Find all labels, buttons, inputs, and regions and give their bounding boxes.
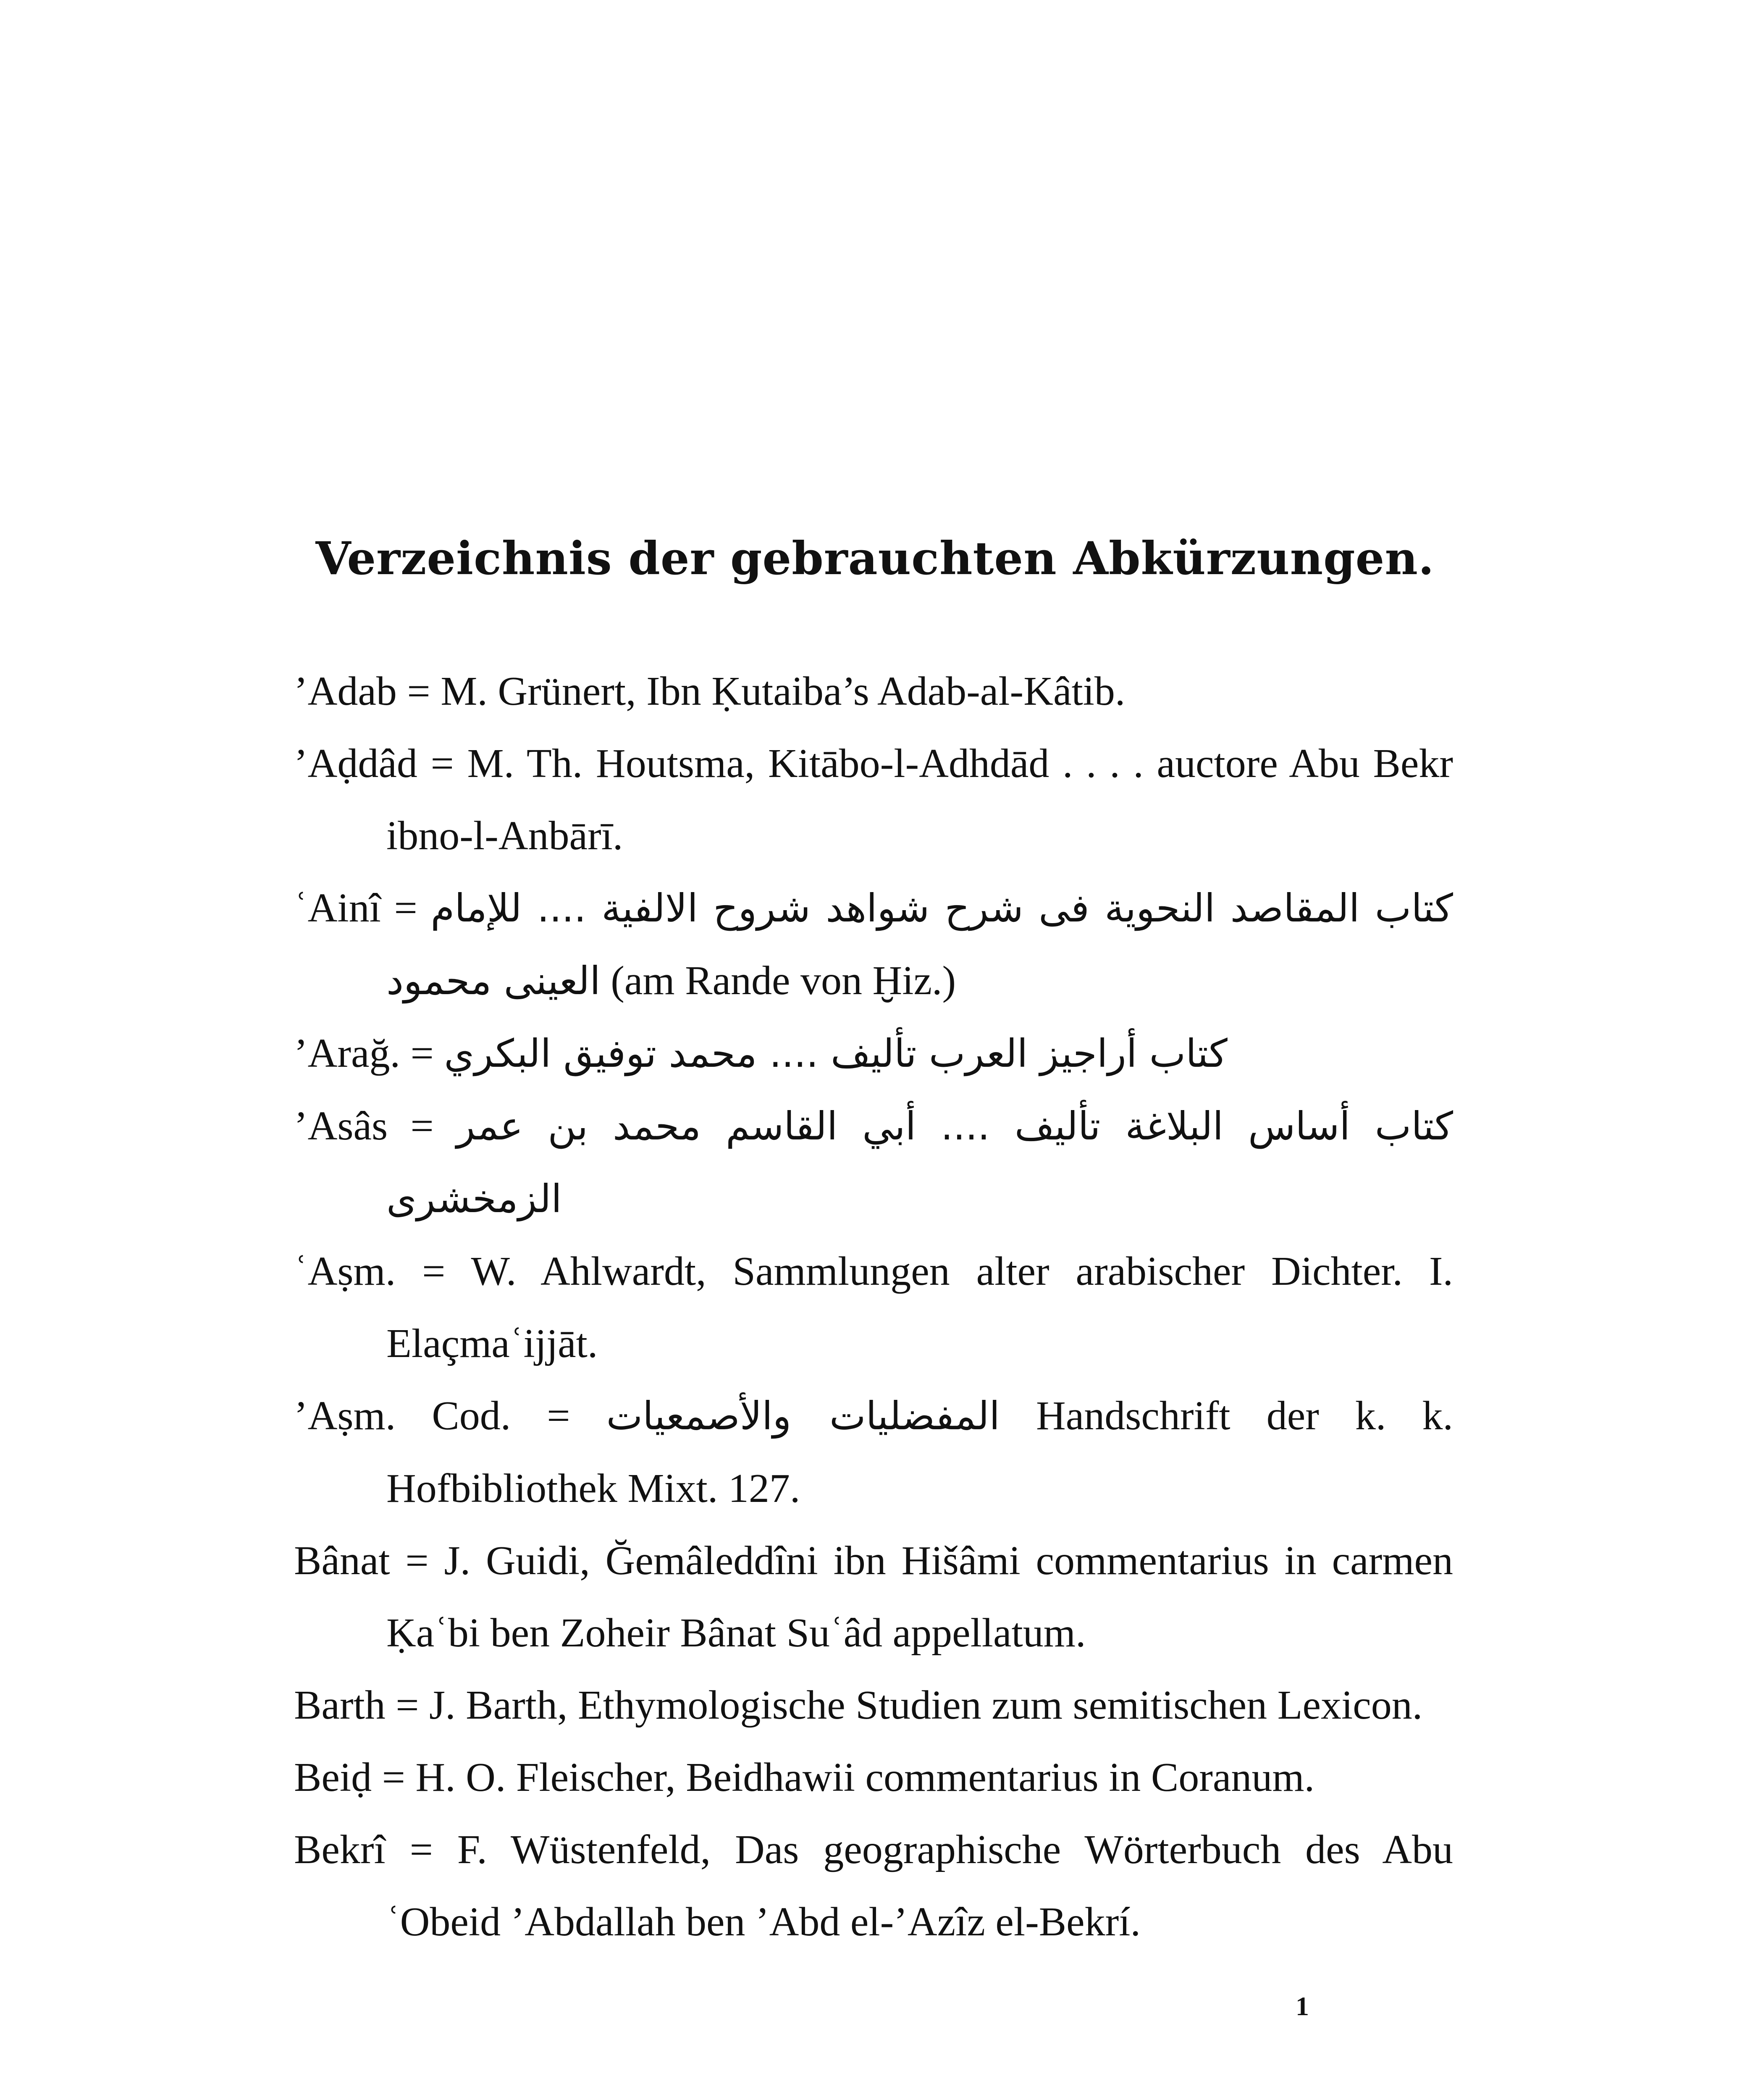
entry-bekri	[294, 1814, 1453, 1958]
entry-abbreviation: Barth	[294, 1683, 386, 1728]
entry-arabic-title: كتاب أراجيز العرب تأليف .... محمد توفيق البكري	[444, 1031, 1228, 1076]
abbreviation-list	[294, 655, 1453, 1958]
entry-text: H. O. Fleischer, Beidhawii commentarius in Coranum.	[415, 1755, 1315, 1800]
entry-separator: =	[385, 1827, 457, 1872]
entry-text: J. Barth, Ethymologische Studien zum semitischen Lexicon.	[429, 1683, 1423, 1728]
entry-text: F. Wüstenfeld, Das geographische Wörterbuch des Abu ʿObeid ’Abdallah ben ’Abd el-’Azîz el-Bekrí.	[386, 1827, 1453, 1945]
entry-abbreviation: Bânat	[294, 1538, 390, 1583]
entry-aini	[294, 872, 1453, 1017]
entry-separator: =	[511, 1393, 606, 1438]
entry-abbreviation: ’Adab	[294, 669, 397, 714]
entry-text: M. Grünert, Ibn Ḳutaiba’s Adab-al-Kâtib.	[441, 669, 1126, 714]
entry-asm	[294, 1235, 1453, 1380]
entry-asm-cod	[294, 1380, 1453, 1525]
entry-separator: =	[396, 669, 441, 714]
entry-adab	[294, 655, 1453, 727]
entry-separator: =	[400, 1031, 444, 1076]
page-number: 1	[1296, 1991, 1309, 2021]
entry-separator: =	[417, 741, 467, 786]
entry-abbreviation: Beiḍ	[294, 1755, 372, 1800]
entry-barth	[294, 1669, 1453, 1741]
entry-abbreviation: ’Asâs	[294, 1103, 388, 1149]
entry-separator: =	[385, 1683, 430, 1728]
entry-separator: =	[390, 1538, 444, 1583]
entry-abbreviation: ʿAinî	[294, 885, 381, 931]
entry-separator: =	[388, 1103, 457, 1149]
page-title: Verzeichnis der gebrauchten Abkürzungen.	[315, 532, 1435, 585]
entry-abbreviation: ’Aḍdâd	[294, 741, 417, 786]
entry-separator: =	[380, 885, 431, 931]
entry-abbreviation: ’Arağ.	[294, 1031, 401, 1076]
entry-text: J. Guidi, Ğemâleddîni ibn Hišâmi commentarius in carmen Ḳaʿbi ben Zoheir Bânat Suʿâd appellatum.	[386, 1538, 1453, 1656]
entry-arabic-title: المفضليات والأصمعيات	[606, 1394, 1000, 1438]
entry-separator: =	[372, 1755, 416, 1800]
entry-arabic-title: كتاب أساس البلاغة تأليف .... أبي القاسم محمد بن عمر الزمخشرى	[386, 1104, 1453, 1221]
entry-abbreviation: ’Aṣm. Cod.	[294, 1393, 511, 1438]
entry-addad	[294, 727, 1453, 872]
entry-separator: =	[396, 1249, 471, 1294]
entry-note: (am Rande von Ḫiz.)	[600, 958, 956, 1003]
entry-arag	[294, 1017, 1453, 1090]
entry-abbreviation: ʿAṣm.	[294, 1249, 396, 1294]
entry-text: W. Ahlwardt, Sammlungen alter arabischer Dichter. I. Elaçmaʿijjāt.	[386, 1249, 1454, 1366]
entry-banat	[294, 1525, 1453, 1669]
entry-note: Handschrift der k. k. Hofbibliothek Mixt. 127.	[386, 1393, 1453, 1511]
entry-abbreviation: Bekrî	[294, 1827, 386, 1872]
entry-beid	[294, 1741, 1453, 1814]
entry-text: M. Th. Houtsma, Kitābo-l-Adhdād . . . . auctore Abu Bekr ibno-l-Anbārī.	[386, 741, 1453, 858]
entry-arabic-title: كتاب المقاصد النحوية فى شرح شواهد شروح الالفية .... للإمام العينى محمود	[386, 886, 1453, 1003]
entry-asas	[294, 1090, 1453, 1235]
